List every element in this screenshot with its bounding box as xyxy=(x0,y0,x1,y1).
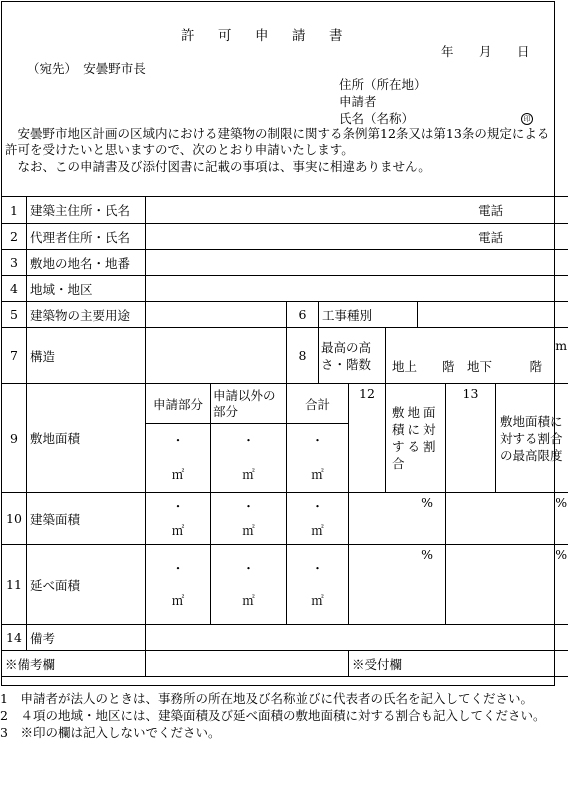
date-year: 年 xyxy=(441,44,454,59)
sqm-unit: ㎡ xyxy=(311,522,324,538)
footnotes xyxy=(0,690,568,741)
row-number: 5 xyxy=(2,302,27,328)
decimal-dot: ・ xyxy=(171,433,185,448)
percent-unit: % xyxy=(421,547,433,562)
site-label: 敷地の地名・地番 xyxy=(27,250,146,276)
row-owner xyxy=(2,197,568,224)
title-char: 書 xyxy=(329,28,343,44)
phone-label: 電話 xyxy=(478,229,504,245)
row-zone xyxy=(2,276,568,302)
memo-field xyxy=(146,651,349,677)
date-month: 月 xyxy=(479,44,492,59)
building-other-field[interactable] xyxy=(211,493,287,545)
row-building-area xyxy=(2,493,568,545)
applied-area-field[interactable] xyxy=(146,424,211,493)
decimal-dot: ・ xyxy=(171,498,185,514)
row-number: 14 xyxy=(2,625,27,651)
floor-max-ratio-field[interactable] xyxy=(446,545,568,625)
sqm-unit: ㎡ xyxy=(311,592,324,608)
floor-applied-field[interactable] xyxy=(146,545,211,625)
floor-other-field[interactable] xyxy=(211,545,287,625)
structure-label: 構造 xyxy=(27,328,146,384)
zone-field[interactable] xyxy=(146,276,568,302)
agent-field[interactable] xyxy=(146,224,568,250)
row-site-area-header xyxy=(2,384,568,424)
row-number: 6 xyxy=(287,302,319,328)
site-field[interactable] xyxy=(146,250,568,276)
applicant-label: 申請者 xyxy=(339,94,377,109)
memo-cell xyxy=(2,651,146,677)
sqm-unit: ㎡ xyxy=(311,467,324,482)
reception-cell xyxy=(349,651,568,677)
col-other: 申請以外の部分 xyxy=(211,384,287,424)
phone-label: 電話 xyxy=(478,203,504,218)
form-header xyxy=(1,1,553,196)
use-label: 建築物の主要用途 xyxy=(27,302,146,328)
seal-icon: 印 xyxy=(521,110,533,125)
floors-text: 地上 階 地下 階 xyxy=(392,359,543,374)
row-number: 13 xyxy=(446,384,496,493)
owner-label: 建築主住所・氏名 xyxy=(27,197,146,224)
sqm-unit: ㎡ xyxy=(171,522,185,538)
decimal-dot: ・ xyxy=(242,433,255,448)
structure-field[interactable] xyxy=(146,328,287,384)
building-ratio-field[interactable] xyxy=(349,493,446,545)
percent-unit: % xyxy=(421,495,433,510)
footnote: 1 申請者が法人のときは、事務所の所在地及び名称並びに代表者の氏名を記入してください。 xyxy=(0,691,533,706)
date-line xyxy=(441,42,555,60)
row-number: 3 xyxy=(2,250,27,276)
form-title xyxy=(181,24,366,44)
remarks-field[interactable] xyxy=(146,625,568,651)
max-ratio-label: 敷地面積に対する割合の最高限度 xyxy=(496,384,568,493)
applicant-name-label: 氏名（名称） xyxy=(339,111,415,126)
decimal-dot: ・ xyxy=(311,560,324,576)
application-table xyxy=(1,196,568,677)
other-area-field[interactable] xyxy=(211,424,287,493)
row-number: 10 xyxy=(2,493,27,545)
row-number: 9 xyxy=(2,384,27,493)
row-site xyxy=(2,250,568,276)
sqm-unit: ㎡ xyxy=(242,592,255,608)
addressee: （宛先） 安曇野市長 xyxy=(27,61,146,76)
sqm-unit: ㎡ xyxy=(242,522,255,538)
work-type-field[interactable] xyxy=(418,302,568,328)
declaration-statement: なお、この申請書及び添付図書に記載の事項は、事実に相違ありません。 xyxy=(5,159,431,174)
agent-label: 代理者住所・氏名 xyxy=(27,224,146,250)
row-use xyxy=(2,302,568,328)
footnote: 2 ４項の地域・地区には、建築面積及び延べ面積の敷地面積に対する割合も記入してください。 xyxy=(0,708,546,723)
total-area-field[interactable] xyxy=(287,424,349,493)
memo-label: ※備考欄 xyxy=(5,656,56,672)
title-char: 許 xyxy=(181,28,195,44)
row-number: 2 xyxy=(2,224,27,250)
row-floor-area xyxy=(2,545,568,625)
sqm-unit: ㎡ xyxy=(171,592,185,608)
col-total: 合計 xyxy=(287,384,349,424)
applicant-address-label: 住所（所在地） xyxy=(339,77,427,92)
owner-field[interactable] xyxy=(146,197,568,224)
building-applied-field[interactable] xyxy=(146,493,211,545)
height-floors-field[interactable] xyxy=(386,328,568,384)
decimal-dot: ・ xyxy=(242,560,255,576)
col-applied: 申請部分 xyxy=(146,384,211,424)
decimal-dot: ・ xyxy=(171,560,185,576)
row-agent xyxy=(2,224,568,250)
title-char: 可 xyxy=(218,28,232,44)
building-area-label: 建築面積 xyxy=(27,493,146,545)
percent-unit: % xyxy=(555,547,568,562)
meter-unit: m xyxy=(555,338,568,353)
percent-unit: % xyxy=(555,495,568,510)
date-day: 日 xyxy=(517,44,530,59)
building-total-field[interactable] xyxy=(287,493,349,545)
floor-total-field[interactable] xyxy=(287,545,349,625)
floor-ratio-field[interactable] xyxy=(349,545,446,625)
row-number: 12 xyxy=(349,384,386,493)
row-remarks xyxy=(2,625,568,651)
decimal-dot: ・ xyxy=(311,433,324,448)
remarks-label: 備考 xyxy=(27,625,146,651)
title-char: 申 xyxy=(255,28,269,44)
reception-label: ※受付欄 xyxy=(352,656,403,672)
row-number: 1 xyxy=(2,197,27,224)
zone-label: 地域・地区 xyxy=(27,276,146,302)
decimal-dot: ・ xyxy=(311,498,324,514)
row-number: 4 xyxy=(2,276,27,302)
building-max-ratio-field[interactable] xyxy=(446,493,568,545)
row-number: 8 xyxy=(287,328,319,384)
use-field[interactable] xyxy=(146,302,287,328)
row-number: 7 xyxy=(2,328,27,384)
floor-area-label: 延べ面積 xyxy=(27,545,146,625)
title-char: 請 xyxy=(292,28,306,44)
row-number: 11 xyxy=(2,545,27,625)
sqm-unit: ㎡ xyxy=(171,467,185,482)
footnote: 3 ※印の欄は記入しないでください。 xyxy=(0,725,221,740)
coverage-ratio-label: 敷地面積に対する割合 xyxy=(386,384,446,493)
work-type-label: 工事種別 xyxy=(319,302,418,328)
site-area-label: 敷地面積 xyxy=(27,384,146,493)
row-office-use xyxy=(2,651,568,677)
application-statement: 安曇野市地区計画の区域内における建築物の制限に関する条例第12条又は第13条の規定による許可を受けたいと思いますので、次のとおり申請いたします。 xyxy=(5,126,550,157)
height-floors-label: 最高の高さ・階数 xyxy=(319,328,386,384)
decimal-dot: ・ xyxy=(242,498,255,514)
sqm-unit: ㎡ xyxy=(242,467,255,482)
row-structure xyxy=(2,328,568,384)
